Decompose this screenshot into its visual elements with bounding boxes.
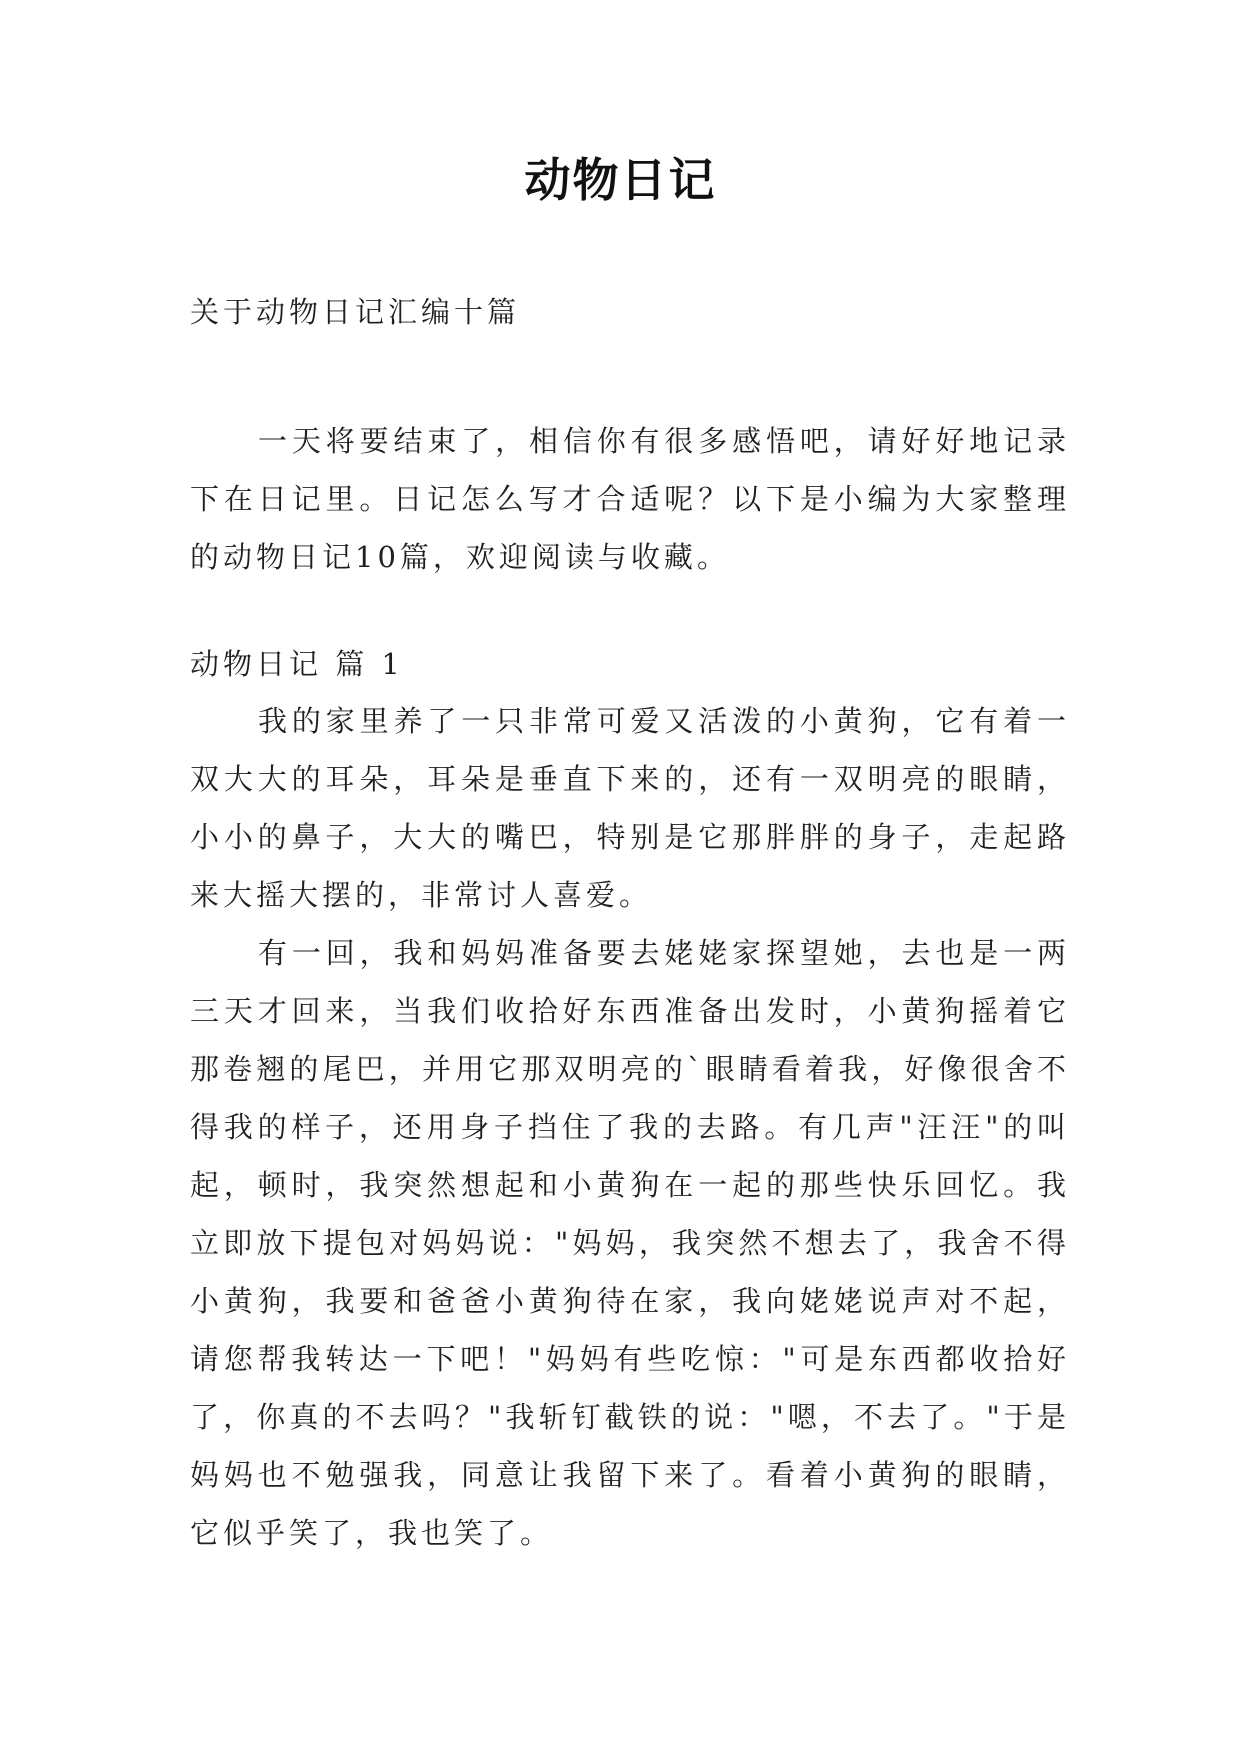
body-paragraph-1: 我的家里养了一只非常可爱又活泼的小黄狗，它有着一双大大的耳朵，耳朵是垂直下来的，还有一双明亮的眼睛，小小的鼻子，大大的嘴巴，特别是它那胖胖的身子，走起路来大摇大摆的，非常讨人喜爱。 — [190, 704, 1070, 912]
section-body — [190, 692, 1070, 1562]
intro-paragraph: 一天将要结束了，相信你有很多感悟吧，请好好地记录下在日记里。日记怎么写才合适呢？以下是小编为大家整理的动物日记10篇，欢迎阅读与收藏。 — [190, 424, 1070, 574]
document-subtitle: 关于动物日记汇编十篇 — [190, 295, 521, 329]
body-paragraph-2: 有一回，我和妈妈准备要去姥姥家探望她，去也是一两三天才回来，当我们收拾好东西准备出发时，小黄狗摇着它那卷翘的尾巴，并用它那双明亮的`眼睛看着我，好像很舍不得我的样子，还用身子挡住了我的去路。有几声"汪汪"的叫起，顿时，我突然想起和小黄狗在一起的那些快乐回忆。我立即放下提包对妈妈说："妈妈，我突然不想去了，我舍不得小黄狗，我要和爸爸小黄狗待在家，我向姥姥说声对不起，请您帮我转达一下吧！"妈妈有些吃惊："可是东西都收拾好了，你真的不去吗？"我斩钉截铁的说："嗯，不去了。"于是妈妈也不勉强我，同意让我留下来了。看着小黄狗的眼睛，它似乎笑了，我也笑了。 — [190, 936, 1070, 1550]
section-heading: 动物日记 篇 1 — [190, 647, 404, 681]
document-title: 动物日记 — [524, 153, 717, 207]
